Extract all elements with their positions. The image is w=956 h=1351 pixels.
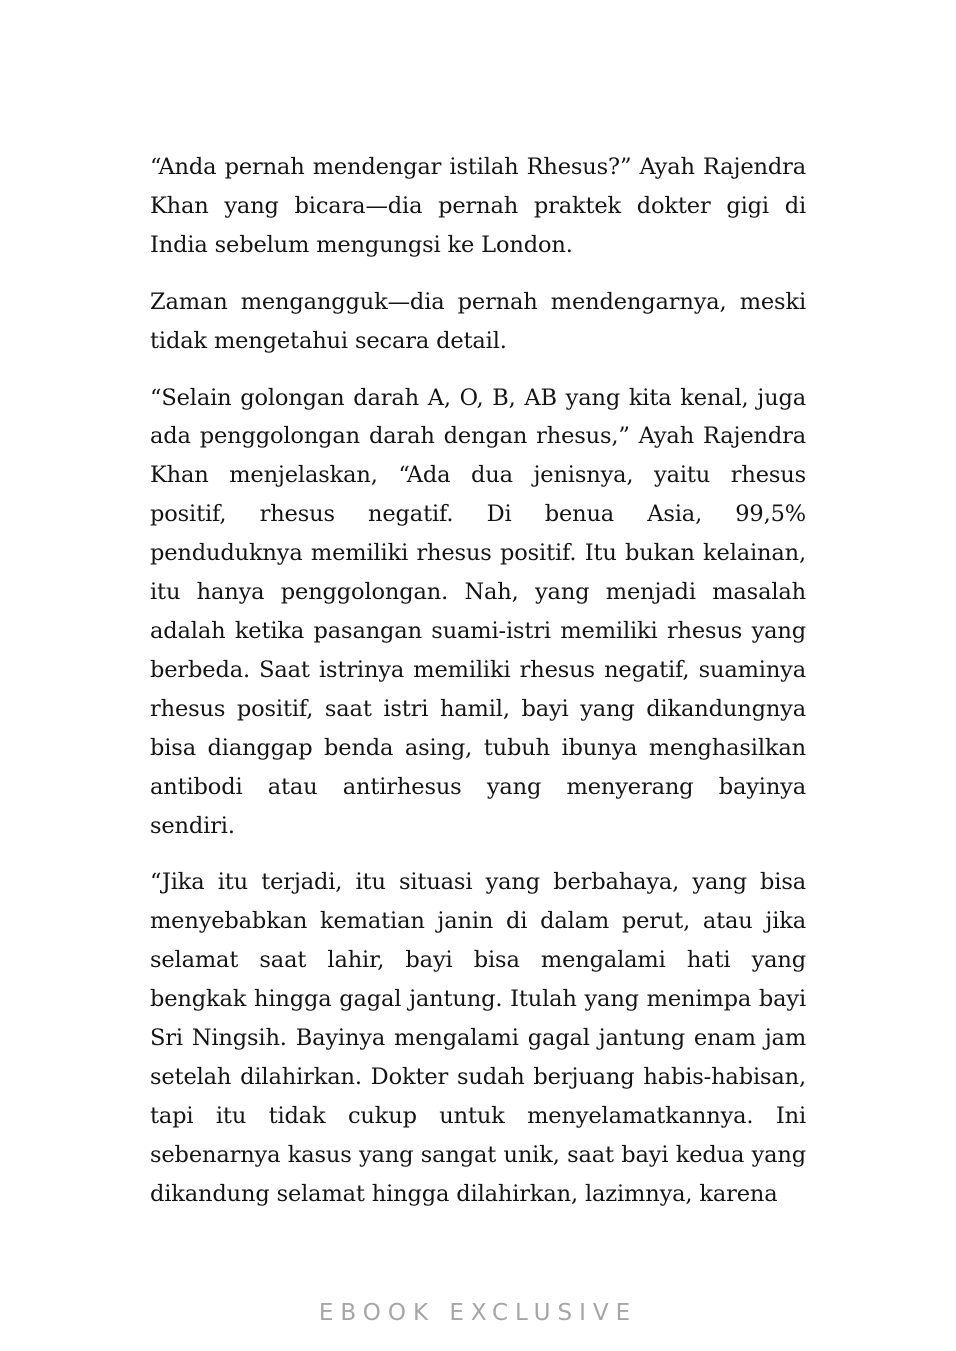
paragraph-3: “Selain golongan darah A, O, B, AB yang kita kenal, juga ada penggolongan darah dengan rhesus,” Ayah Rajendra Khan menjelaskan, “Ada dua jenisnya, yaitu rhesus positif, rhesus negatif. Di benua Asia, 99,5% penduduknya memiliki rhesus positif. Itu bukan kelainan, itu hanya penggolongan. Nah, yang menjadi masalah adalah ketika pasangan suami-istri memiliki rhesus yang berbeda. Saat istrinya memiliki rhesus negatif, suaminya rhesus positif, saat istri hamil, bayi yang dikandungnya bisa dianggap benda asing, tubuh ibunya menghasilkan antibodi atau antirhesus yang menyerang bayinya sendiri. — [150, 384, 806, 839]
page-body — [150, 148, 806, 1232]
ebook-exclusive-footer: EBOOK EXCLUSIVE — [318, 1300, 638, 1326]
paragraph-4: “Jika itu terjadi, itu situasi yang berbahaya, yang bisa menyebabkan kematian janin di dalam perut, atau jika selamat saat lahir, bayi bisa mengalami hati yang bengkak hingga gagal jantung. Itulah yang menimpa bayi Sri Ningsih. Bayinya mengalami gagal jantung enam jam setelah dilahirkan. Dokter sudah berjuang habis-habisan, tapi itu tidak cukup untuk menyelamatkannya. Ini sebenarnya kasus yang sangat unik, saat bayi kedua yang dikandung selamat hingga dilahirkan, lazimnya, karena — [150, 869, 806, 1207]
paragraph-2: Zaman mengangguk—dia pernah mendengarnya, meski tidak mengetahui secara detail. — [150, 288, 806, 354]
paragraph-1: “Anda pernah mendengar istilah Rhesus?” Ayah Rajendra Khan yang bicara—dia pernah praktek dokter gigi di India sebelum mengungsi ke London. — [150, 154, 806, 258]
